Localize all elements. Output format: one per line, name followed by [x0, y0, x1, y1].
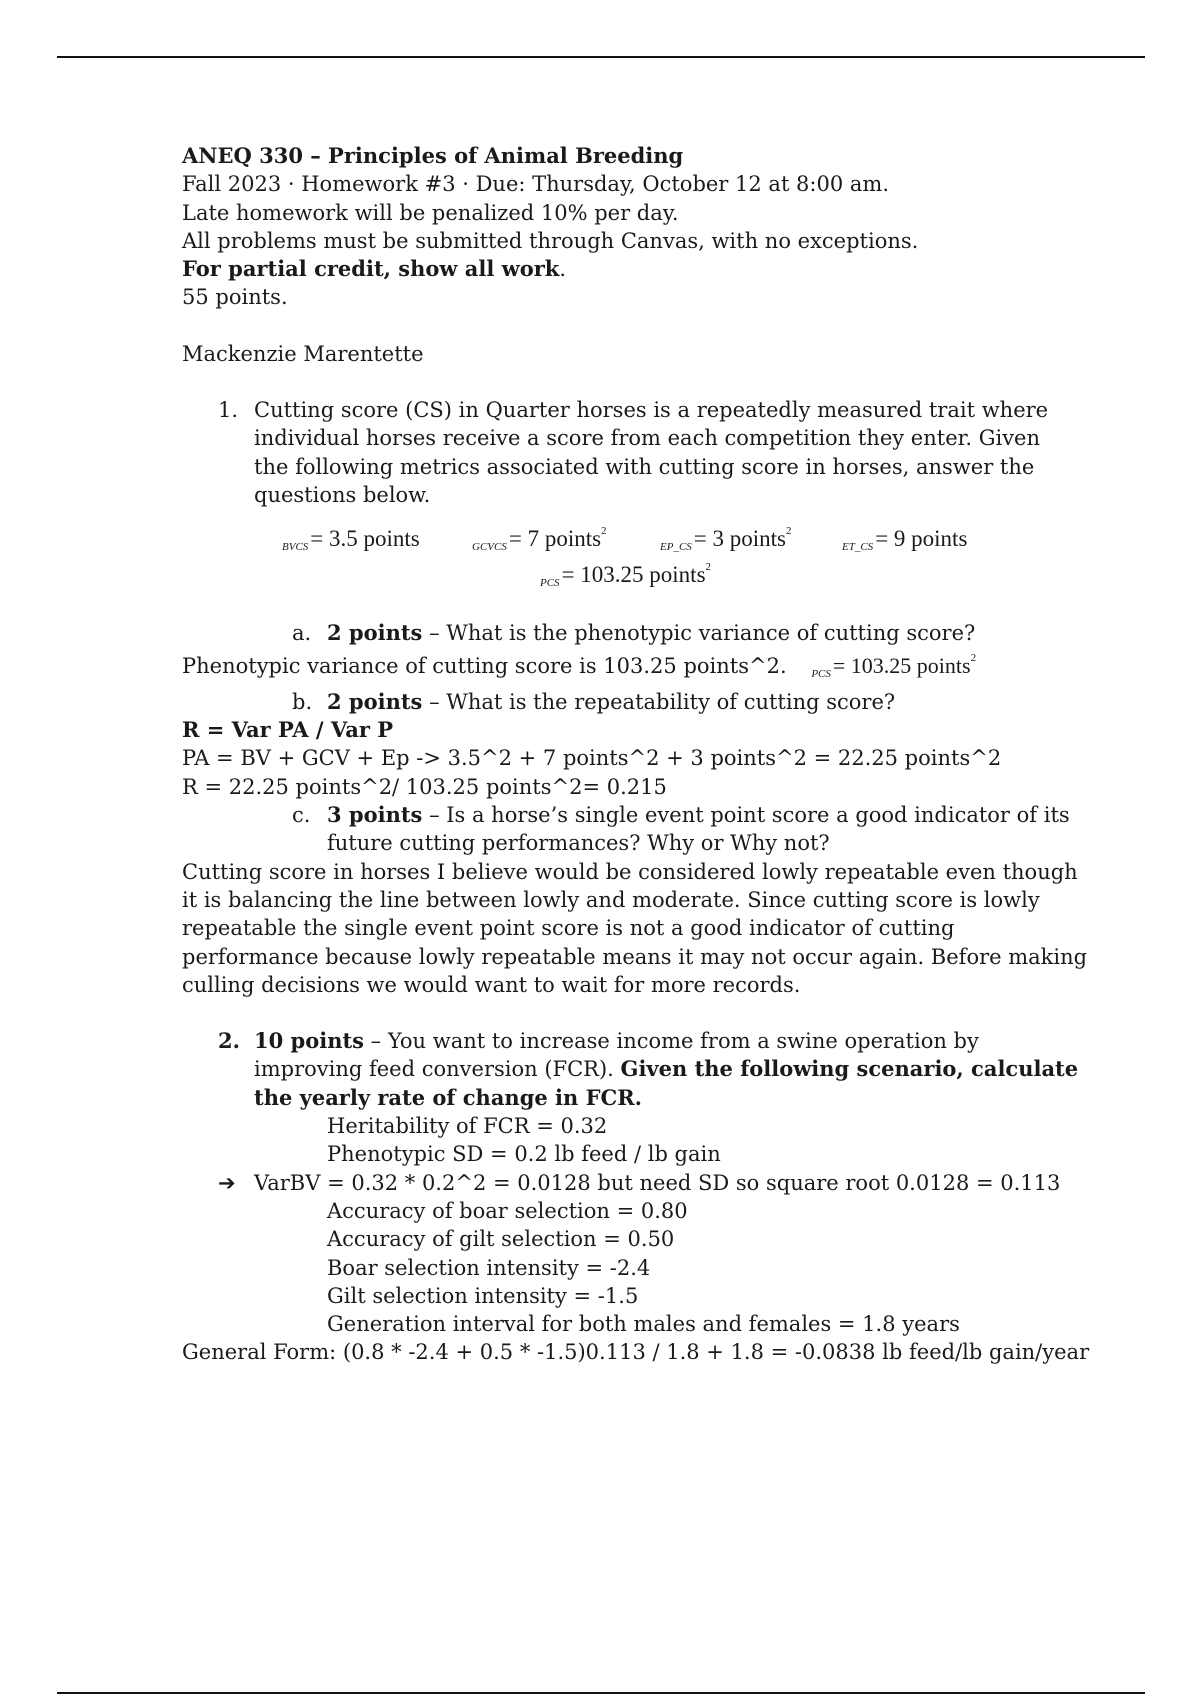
question-1a-text: – What is the phenotypic variance of cutting score? — [422, 621, 976, 646]
answer-1c-line: culling decisions we would want to wait for more records. — [182, 972, 801, 997]
partial-credit-period: . — [559, 257, 567, 282]
answer-1b-formula: R = Var PA / Var P — [182, 717, 394, 743]
intensity-gilt: Gilt selection intensity = -1.5 — [327, 1283, 639, 1308]
question-1c — [182, 801, 1082, 858]
general-form: General Form: (0.8 * -2.4 + 0.5 * -1.5)0.113 / 1.8 + 1.8 = -0.0838 lb feed/lb gain/year — [182, 1340, 1090, 1365]
question-1a-points: 2 points — [327, 620, 423, 646]
metric-bv: BVCS= 3.5 points — [282, 525, 420, 553]
question-1c-points: 3 points — [327, 802, 423, 828]
answer-1c-line: performance because lowly repeatable means it may not occur again. Before making — [182, 944, 1088, 969]
answer-1b-line: PA = BV + GCV + Ep -> 3.5^2 + 7 points^2 + 3 points^2 = 22.25 points^2 — [182, 746, 1002, 771]
intensity-boar: Boar selection intensity = -2.4 — [327, 1255, 651, 1280]
question-1b — [182, 688, 1082, 716]
question-1a — [182, 619, 1082, 647]
question-1b-text: – What is the repeatability of cutting score? — [422, 689, 896, 714]
question-1 — [182, 396, 1082, 509]
question-1c-text: – Is a horse’s single event point score a good indicator of its — [422, 803, 1070, 828]
question-2-text: – You want to increase income from a swine operation by — [364, 1029, 979, 1054]
question-2-points: 10 points — [254, 1028, 364, 1054]
question-2-text: improving feed conversion (FCR). — [254, 1057, 621, 1082]
question-1-number: 1. — [218, 398, 239, 423]
arrow-icon: ➔ — [218, 1170, 236, 1195]
answer-1c-line: repeatable the single event point score is not a good indicator of cutting — [182, 916, 955, 941]
question-1b-points: 2 points — [327, 688, 423, 714]
generation-interval: Generation interval for both males and females = 1.8 years — [327, 1312, 960, 1337]
late-policy: Late homework will be penalized 10% per day. — [182, 200, 679, 225]
answer-1c-line: Cutting score in horses I believe would be considered lowly repeatable even though — [182, 859, 1078, 884]
accuracy-boar: Accuracy of boar selection = 0.80 — [327, 1198, 688, 1223]
accuracy-gilt: Accuracy of gilt selection = 0.50 — [327, 1227, 675, 1252]
metric-gcv: GCVCS= 7 points$^2$ — [472, 524, 607, 553]
canvas-policy: All problems must be submitted through Canvas, with no exceptions. — [182, 228, 919, 253]
partial-credit-bold: For partial credit, show all work — [182, 256, 560, 282]
question-1b-letter: b. — [292, 689, 313, 714]
question-1c-letter: c. — [292, 803, 311, 828]
partial-credit — [182, 255, 1082, 283]
question-1a-letter: a. — [292, 621, 312, 646]
question-2-bold: Given the following scenario, calculate — [620, 1056, 1079, 1082]
question-1-line: the following metrics associated with cutting score in horses, answer the — [254, 454, 1035, 479]
question-1-line: Cutting score (CS) in Quarter horses is a repeatedly measured trait where — [254, 398, 1049, 423]
due-line: Fall 2023 · Homework #3 · Due: Thursday, October 12 at 8:00 am. — [182, 172, 889, 197]
metric-ep: EP_CS= 3 points$^2$ — [660, 524, 792, 553]
metric-phenotypic-row — [182, 560, 1082, 599]
course-title: ANEQ 330 – Principles of Animal Breeding — [182, 143, 684, 168]
metric-et: ET_CS= 9 points — [842, 525, 968, 553]
heritability: Heritability of FCR = 0.32 — [327, 1114, 608, 1139]
question-2-number: 2. — [218, 1028, 240, 1054]
answer-1c-line: it is balancing the line between lowly and moderate. Since cutting score is lowly — [182, 887, 1040, 912]
document-body — [182, 142, 1090, 1367]
answer-1b-line: R = 22.25 points^2/ 103.25 points^2= 0.215 — [182, 774, 667, 799]
question-2 — [182, 1027, 1082, 1112]
question-1-line: individual horses receive a score from each competition they enter. Given — [254, 426, 1041, 451]
metric-p: PCS= 103.25 points$^2$ — [540, 560, 712, 589]
phenotypic-sd: Phenotypic SD = 0.2 lb feed / lb gain — [327, 1142, 721, 1167]
question-2-bold: the yearly rate of change in FCR. — [254, 1084, 642, 1110]
bottom-rule — [57, 1692, 1145, 1694]
student-name: Mackenzie Marentette — [182, 341, 424, 366]
answer-1a-equation: PCS= 103.25 points$^2$ — [811, 651, 977, 680]
top-rule — [57, 56, 1145, 58]
answer-1a-text: Phenotypic variance of cutting score is 103.25 points^2. — [182, 653, 787, 678]
total-points: 55 points. — [182, 285, 288, 310]
question-1-line: questions below. — [254, 482, 431, 507]
metrics-equations — [182, 519, 1082, 563]
question-1c-text: future cutting performances? Why or Why not? — [327, 831, 830, 856]
varbv-line — [182, 1169, 1082, 1197]
answer-1a — [182, 652, 1082, 684]
varbv-text: VarBV = 0.32 * 0.2^2 = 0.0128 but need SD so square root 0.0128 = 0.113 — [254, 1170, 1061, 1195]
